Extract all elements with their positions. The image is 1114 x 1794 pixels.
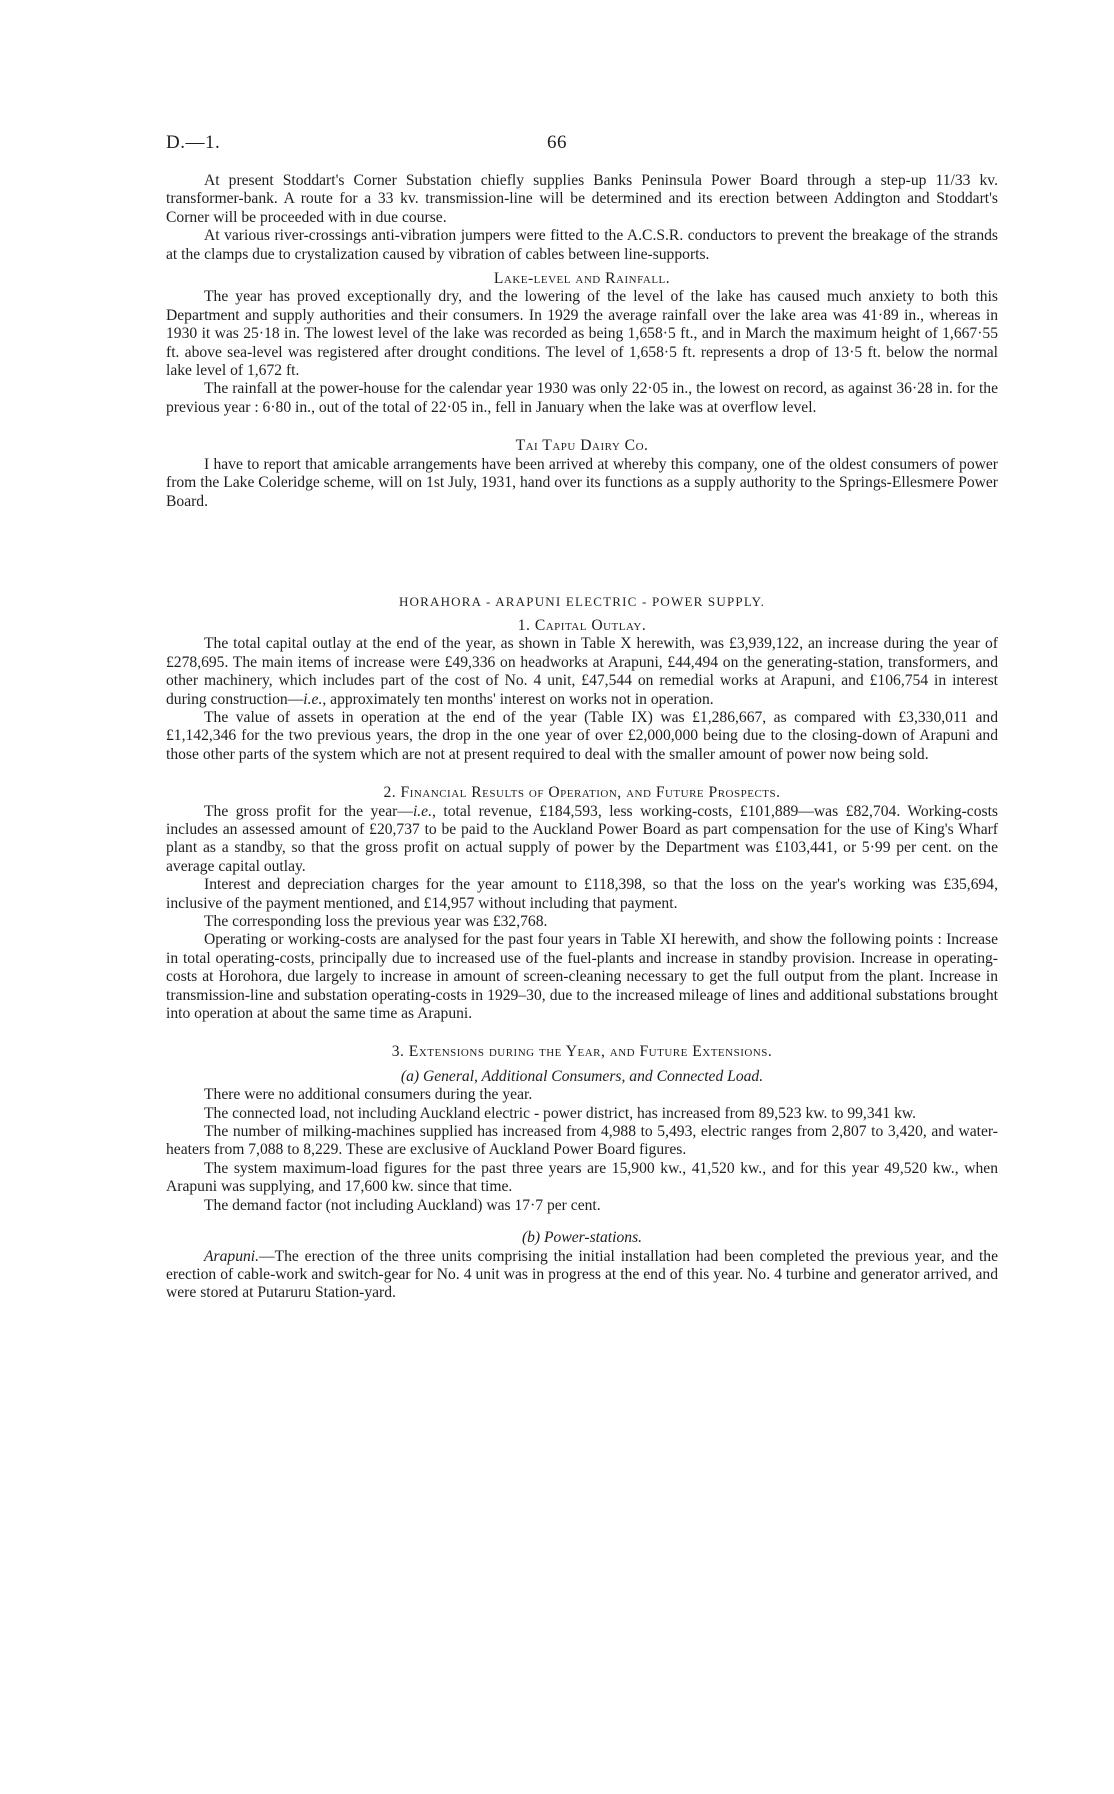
paragraph-interest-depreciation: Interest and depreciation charges for the year amount to £118,398, so that the loss on the year's working was £35,694, inclusive of the payment mentioned, and £14,957 without including that payment. <box>166 876 998 912</box>
gross-profit-ie: i.e. <box>412 802 432 820</box>
capital-outlay-ie: i.e. <box>303 690 323 708</box>
paragraph-anti-vibration: At various river-crossings anti-vibration jumpers were fitted to the A.C.S.R. conductors to prevent the breakage of the strands at the clamps due to crystalization caused by vibration of cables between line-supports. <box>166 227 998 263</box>
paragraph-capital-outlay <box>166 635 998 709</box>
paragraph-maximum-load: The system maximum-load figures for the past three years are 15,900 kw., 41,520 kw., and for this year 49,520 kw., when Arapuni was supplying, and 17,600 kw. since that time. <box>166 1159 998 1196</box>
gross-profit-tail: , total revenue, £184,593, less working-costs, £101,889—was £82,704. Working-costs includes an assessed amount of £20,737 to be paid to the Auckland Power Board as part compensation for the use of King's Wharf plant as a standby, so that the gross profit on actual supply of power by the Department was £103,441, or 5·99 per cent. on the average capital outlay. <box>166 802 998 875</box>
paragraph-lake-level: The year has proved exceptionally dry, and the lowering of the level of the lake has caused much anxiety to both this Department and supply authorities and their consumers. In 1929 the average rainfall over the lake area was 41·89 in., whereas in 1930 it was 25·18 in. The lowest level of the lake was recorded as being 1,658·5 ft., and in March the maximum height of 1,667·55 ft. above sea-level was registered after drought conditions. The level of 1,658·5 ft. represents a drop of 13·5 ft. below the normal lake level of 1,672 ft. <box>166 288 998 380</box>
arapuni-lead: Arapuni. <box>204 1247 260 1265</box>
paragraph-gross-profit <box>166 803 998 877</box>
paragraph-stoddarts-corner: At present Stoddart's Corner Substation chiefly supplies Banks Peninsula Power Board through a step-up 11/33 kv. transformer-bank. A route for a 33 kv. transmission-line will be determined and its erection between Addington and Stoddart's Corner will be proceeded with in due course. <box>166 172 998 226</box>
paragraph-asset-value: The value of assets in operation at the end of the year (Table IX) was £1,286,667, as compared with £3,330,011 and £1,142,346 for the two previous years, the drop in the one year of over £2,000,000 being due to the closing-down of Arapuni and those other parts of the system which are not at present required to deal with the smaller amount of power now being sold. <box>166 708 998 763</box>
heading-tai-tapu: Tai Tapu Dairy Co. <box>515 437 649 455</box>
paragraph-no-consumers: There were no additional consumers during the year. <box>204 1086 533 1104</box>
gross-profit-head: The gross profit for the year— <box>204 802 413 820</box>
page-number: 66 <box>547 132 567 153</box>
heading-lake-level: Lake-level and Rainfall. <box>493 270 671 288</box>
paragraph-operating-costs: Operating or working-costs are analysed for the past four years in Table XI herewith, and show the following points : Increase in total operating-costs, principally due to increased use of the fuel-plants and increase in standby provision. Increase in operating-costs at Horohora, due largely to increase in amount of screen-cleaning necessary to get the full output from the plant. Increase in transmission-line and substation operating-costs in 1929–30, due to the increased mileage of lines and additional substations brought into operation at about the same time as Arapuni. <box>166 931 998 1023</box>
heading-capital-outlay: 1. Capital Outlay. <box>517 616 647 634</box>
heading-extensions: 3. Extensions during the Year, and Future Extensions. <box>391 1043 773 1061</box>
heading-general-consumers: (a) General, Additional Consumers, and Connected Load. <box>400 1067 764 1085</box>
heading-financial-results: 2. Financial Results of Operation, and Future Prospects. <box>383 784 781 802</box>
arapuni-text: —The erection of the three units comprising the initial installation had been completed the previous year, and the erection of cable-work and switch-gear for No. 4 unit was in progress at the end of this year. No. 4 turbine and generator arrived, and were stored at Putaruru Station-yard. <box>166 1247 998 1302</box>
heading-power-stations: (b) Power-stations. <box>521 1229 643 1247</box>
paragraph-connected-load: The connected load, not including Auckland electric - power district, has increased from 89,523 kw. to 99,341 kw. <box>204 1104 917 1122</box>
paragraph-rainfall: The rainfall at the power-house for the calendar year 1930 was only 22·05 in., the lowest on record, as against 36·28 in. for the previous year : 6·80 in., out of the total of 22·05 in., fell in January when the lake was at overflow level. <box>166 380 998 416</box>
paragraph-previous-loss: The corresponding loss the previous year was £32,768. <box>204 913 548 930</box>
paragraph-arapuni <box>166 1248 998 1303</box>
document-code: D.—1. <box>166 132 221 153</box>
heading-horahora-arapuni: HORAHORA - ARAPUNI ELECTRIC - POWER SUPPLY. <box>398 593 766 609</box>
paragraph-tai-tapu: I have to report that amicable arrangements have been arrived at whereby this company, one of the oldest consumers of power from the Lake Coleridge scheme, will on 1st July, 1931, hand over its functions as a supply authority to the Springs-Ellesmere Power Board. <box>166 455 998 510</box>
paragraph-demand-factor: The demand factor (not including Auckland) was 17·7 per cent. <box>204 1196 601 1214</box>
paragraph-milking-machines: The number of milking-machines supplied has increased from 4,988 to 5,493, electric ranges from 2,807 to 3,420, and water-heaters from 7,088 to 8,229. These are exclusive of Auckland Power Board figures. <box>166 1123 998 1159</box>
page-content <box>166 172 998 1303</box>
capital-outlay-text: The total capital outlay at the end of the year, as shown in Table X herewith, was £3,939,122, an increase during the year of £278,695. The main items of increase were £49,336 on headworks at Arapuni, £44,494 on the generating-station, transformers, and other machinery, which includes part of the cost of No. 4 unit, £47,544 on remedial works at Arapuni, and £106,754 in interest during construction— <box>166 635 998 708</box>
capital-outlay-tail: , approximately ten months' interest on works not in operation. <box>322 690 714 708</box>
